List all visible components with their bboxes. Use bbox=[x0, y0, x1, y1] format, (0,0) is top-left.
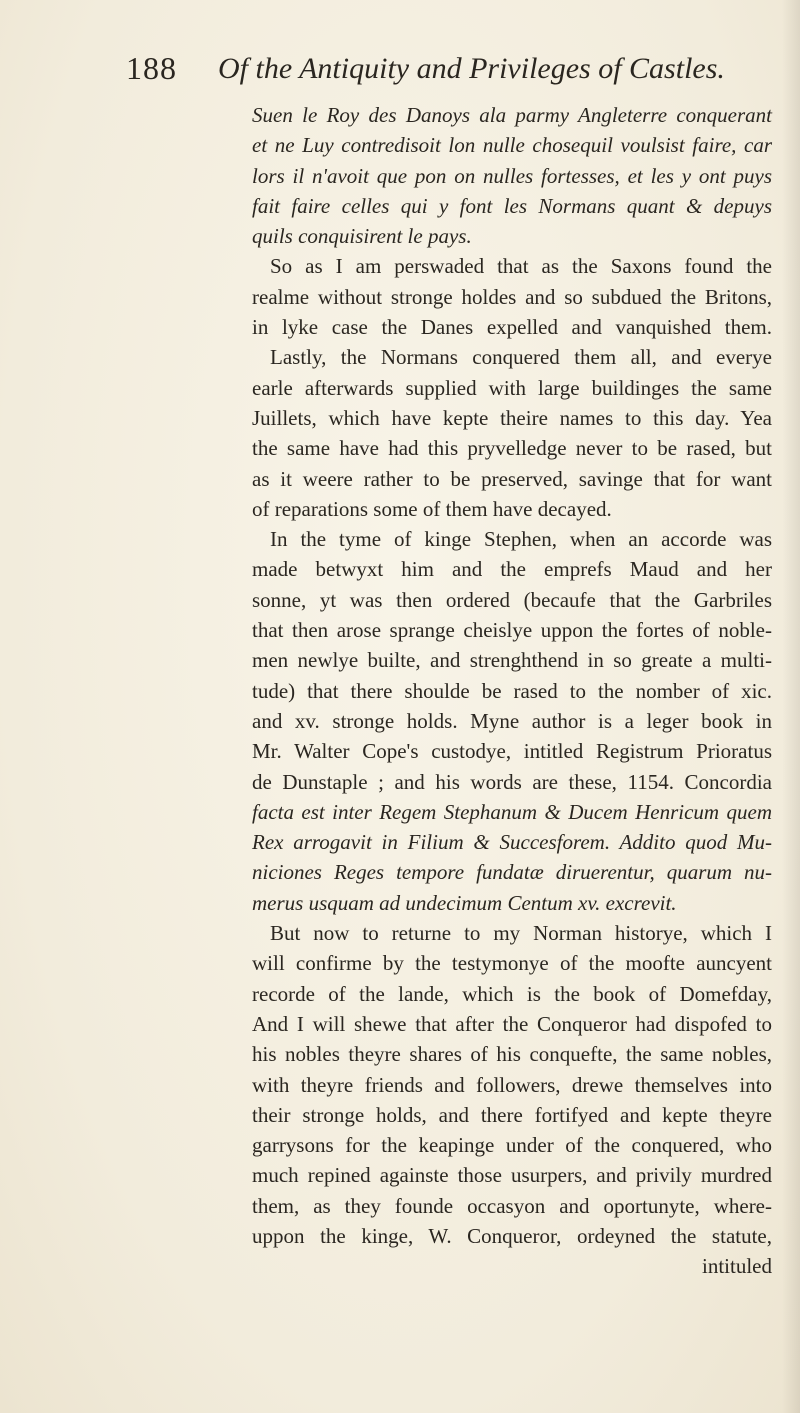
text-line: them, as they founde occasyon and oportunyte, where- bbox=[252, 1193, 772, 1218]
text-line: uppon the kinge, W. Conqueror, ordeyned the statute, bbox=[252, 1223, 772, 1248]
text-line: de Dunstaple ; and his words are these, 1154. Concordia bbox=[252, 769, 772, 794]
text-line: Rex arrogavit in Filium & Succesforem. Addito quod Mu- bbox=[252, 830, 772, 855]
text-line: of reparations some of them have decayed. bbox=[252, 496, 612, 521]
text-line: Juillets, which have kepte theire names to this day. Yea bbox=[252, 405, 772, 430]
running-title: Of the Antiquity and Privileges of Castles. bbox=[218, 52, 725, 85]
text-line: earle afterwards supplied with large buildinges the same bbox=[252, 375, 772, 400]
text-line: quils conquisirent le pays. bbox=[252, 224, 472, 249]
text-line: intituled bbox=[702, 1254, 772, 1279]
text-line: lors il n'avoit que pon on nulles fortesses, et les y ont puys bbox=[252, 163, 772, 188]
text-line: and xv. stronge holds. Myne author is a leger book in bbox=[252, 708, 772, 733]
text-line: et ne Luy contredisoit lon nulle chosequil voulsist faire, car bbox=[252, 133, 772, 158]
text-line: with theyre friends and followers, drewe themselves into bbox=[252, 1072, 772, 1097]
page-header bbox=[126, 50, 766, 90]
text-line: But now to returne to my Norman historye, which I bbox=[270, 921, 772, 946]
text-line: that then arose sprange cheislye uppon the fortes of noble- bbox=[252, 618, 772, 643]
text-line: the same have had this pryvelledge never to be rased, but bbox=[252, 436, 772, 461]
text-line: sonne, yt was then ordered (becaufe that the Garbriles bbox=[252, 587, 772, 612]
text-line: their stronge holds, and there fortifyed and kepte theyre bbox=[252, 1102, 772, 1127]
text-line: niciones Reges tempore fundatæ diruerentur, quarum nu- bbox=[252, 860, 772, 885]
text-line: tude) that there shoulde be rased to the nomber of xic. bbox=[252, 678, 772, 703]
text-line: And I will shewe that after the Conqueror had dispofed to bbox=[252, 1011, 772, 1036]
text-line: facta est inter Regem Stephanum & Ducem Henricum quem bbox=[252, 799, 772, 824]
text-line: as it weere rather to be preserved, savinge that for want bbox=[252, 466, 772, 491]
text-line: Suen le Roy des Danoys ala parmy Angleterre conquerant bbox=[252, 103, 772, 127]
body-text bbox=[252, 100, 772, 1282]
text-line: made betwyxt him and the emprefs Maud and her bbox=[252, 557, 772, 582]
text-line: his nobles theyre shares of his conquefte, the same nobles, bbox=[252, 1042, 772, 1067]
text-line: merus usquam ad undecimum Centum xv. excrevit. bbox=[252, 890, 677, 915]
text-line: Mr. Walter Cope's custodye, intitled Registrum Prioratus bbox=[252, 739, 772, 764]
text-line: much repined againste those usurpers, and privily murdred bbox=[252, 1163, 772, 1188]
text-line: fait faire celles qui y font les Normans quant & depuys bbox=[252, 193, 772, 218]
text-line: garrysons for the keapinge under of the conquered, who bbox=[252, 1133, 772, 1158]
text-line: will confirme by the testymonye of the moofte auncyent bbox=[252, 951, 772, 976]
text-line: Lastly, the Normans conquered them all, and everye bbox=[270, 345, 772, 370]
text-line: realme without stronge holdes and so subdued the Britons, bbox=[252, 284, 772, 309]
text-line: recorde of the lande, which is the book of Domefday, bbox=[252, 981, 772, 1006]
page-number: 188 bbox=[126, 50, 177, 86]
text-line: men newlye builte, and strenghthend in so greate a multi- bbox=[252, 648, 772, 673]
text-line: In the tyme of kinge Stephen, when an accorde was bbox=[270, 527, 772, 552]
text-line: in lyke case the Danes expelled and vanquished them. bbox=[252, 315, 772, 340]
page-edge-shadow bbox=[782, 0, 800, 1413]
text-line: So as I am perswaded that as the Saxons found the bbox=[270, 254, 772, 279]
